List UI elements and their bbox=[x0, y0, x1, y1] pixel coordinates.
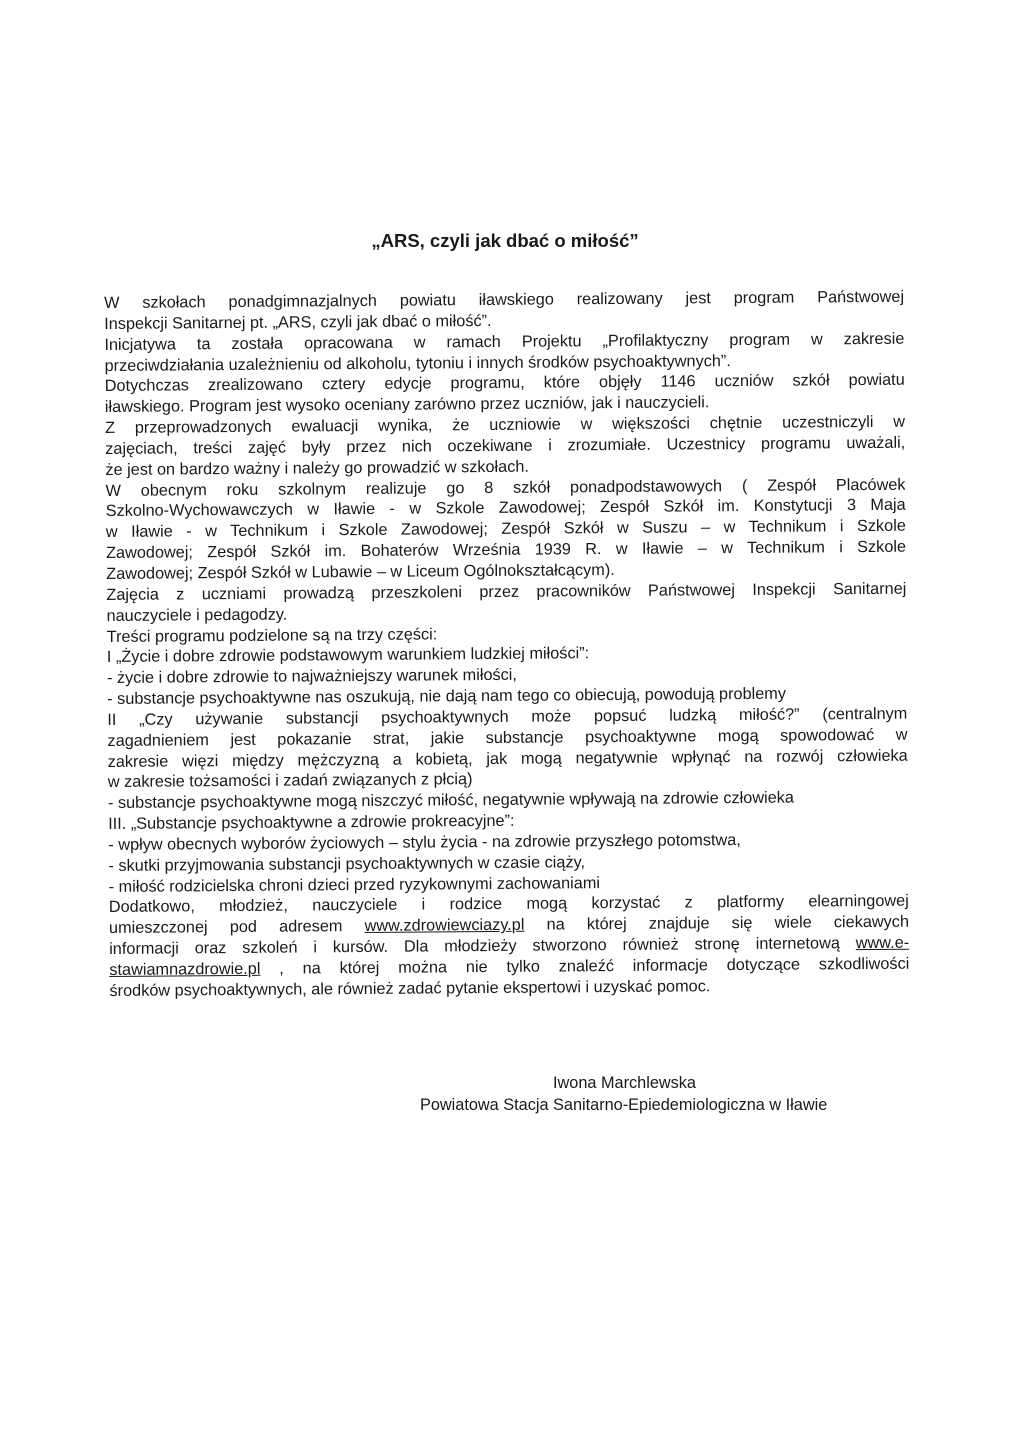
document-title: „ARS, czyli jak dbać o miłość” bbox=[371, 230, 639, 251]
text-fragment: , na której można nie tylko znaleźć informacje dotyczące szkodliwości bbox=[260, 954, 910, 978]
text-line: Inicjatywa ta została opracowana w ramach Projektu „Profilaktyczny program w zakresie bbox=[104, 329, 905, 354]
text-line: przeciwdziałania uzależnieniu od alkoholu, tytoniu i innych środków psychoaktywnych”. bbox=[104, 351, 731, 375]
link-stawiamnazdrowie-part2[interactable]: stawiamnazdrowie.pl bbox=[109, 959, 261, 979]
text-line: Zajęcia z uczniami prowadzą przeszkoleni przez pracowników Państwowej Inspekcji Sanitarnej bbox=[106, 579, 907, 604]
text-line: - wpływ obecnych wyborów życiowych – stylu życia - na zdrowie przyszłego potomstwa, bbox=[108, 830, 741, 854]
text-line: w Iławie - w Technikum i Szkole Zawodowej; Zespół Szkół w Suszu – w Technikum i Szkole bbox=[105, 516, 906, 542]
text-line: Z przeprowadzonych ewaluacji wynika, że uczniowie w większości chętnie uczestniczyli w bbox=[104, 412, 906, 438]
text-line: - substancje psychoaktywne nas oszukują, nie dają nam tego co obiecują, powodują problemy bbox=[107, 684, 787, 709]
text-line: II „Czy używanie substancji psychoaktywnych może popsuć ludzką miłość?” (centralnym bbox=[107, 704, 908, 729]
text-line: Dotychczas zrealizowano cztery edycje programu, które objęły 1146 uczniów szkół powiatu bbox=[104, 371, 905, 396]
text-line: W szkołach ponadgimnazjalnych powiatu iławskiego realizowany jest program Państwowej bbox=[104, 287, 905, 312]
text-fragment: umieszczonej pod adresem bbox=[108, 917, 365, 938]
text-line: I „Życie i dobre zdrowie podstawowym warunkiem ludzkiej miłości”: bbox=[106, 644, 590, 667]
signature-block bbox=[420, 1072, 910, 1116]
text-line: zakresie więzi między mężczyzną a kobietą, jak mogą negatywnie wpłynąć na rozwój człowieka bbox=[107, 746, 908, 771]
text-line: Dodatkowo, młodzież, nauczyciele i rodzice mogą korzystać z platformy elearningowej bbox=[108, 892, 909, 917]
text-line: Szkolno-Wychowawczych w Iławie - w Szkole Zawodowej; Zespół Szkół im. Konstytucji 3 Maja bbox=[105, 496, 906, 521]
text-line: Zawodowej; Zespół Szkół w Lubawie – w Liceum Ogólnokształcącym). bbox=[106, 560, 615, 583]
text-line: - życie i dobre zdrowie to najważniejszy warunek miłości, bbox=[106, 665, 517, 688]
text-line: W obecnym roku szkolnym realizuje go 8 szkół ponadpodstawowych ( Zespół Placówek bbox=[105, 475, 906, 500]
text-fragment: informacji oraz szkoleń i kursów. Dla młodzieży stworzono również stronę internetową bbox=[109, 934, 856, 959]
signature-name: Iwona Marchlewska bbox=[553, 1074, 696, 1092]
text-line: nauczyciele i pedagodzy. bbox=[106, 605, 288, 625]
document-body bbox=[104, 287, 910, 1002]
text-line: III. „Substancje psychoaktywne a zdrowie prokreacyjne”: bbox=[108, 811, 515, 834]
text-line: - miłość rodzicielska chroni dzieci przed ryzykownymi zachowaniami bbox=[108, 873, 601, 896]
text-line: Zawodowej; Zespół Szkół im. Bohaterów Września 1939 R. w Iławie – w Technikum i Szkole bbox=[105, 537, 907, 563]
text-line: środków psychoaktywnych, ale również zadać pytanie ekspertowi i uzyskać pomoc. bbox=[109, 977, 711, 1000]
signature-organization: Powiatowa Stacja Sanitarno-Epiedemiologiczna w Iławie bbox=[420, 1096, 828, 1114]
text-line: - substancje psychoaktywne mogą niszczyć miłość, negatywnie wpływają na zdrowie człowieka bbox=[107, 788, 794, 813]
text-line: w zakresie tożsamości i zadań związanych z płcią) bbox=[107, 770, 473, 792]
text-line: iławskiego. Program jest wysoko oceniany zarówno przez uczniów, jak i nauczycieli. bbox=[104, 393, 710, 417]
text-line: Treści programu podzielone są na trzy części: bbox=[106, 624, 438, 646]
link-zdrowiewciazy[interactable]: www.zdrowiewciazy.pl bbox=[364, 916, 525, 936]
text-line: zagadnieniem jest pokazanie strat, jakie substancje psychoaktywne mogą spowodować w bbox=[107, 725, 908, 750]
text-fragment: na której znajduje się wiele ciekawych bbox=[524, 913, 910, 935]
text-line: - skutki przyjmowania substancji psychoaktywnych w czasie ciąży, bbox=[108, 853, 586, 875]
text-line: Inspekcji Sanitarnej pt. „ARS, czyli jak dbać o miłość”. bbox=[104, 311, 492, 333]
text-line: że jest on bardzo ważny i należy go prowadzić w szkołach. bbox=[105, 457, 529, 479]
link-stawiamnazdrowie-part1[interactable]: www.e- bbox=[855, 933, 910, 953]
text-line: zajęciach, treści zajęć były przez nich oczekiwane i zrozumiałe. Uczestnicy programu uważali, bbox=[105, 433, 906, 458]
